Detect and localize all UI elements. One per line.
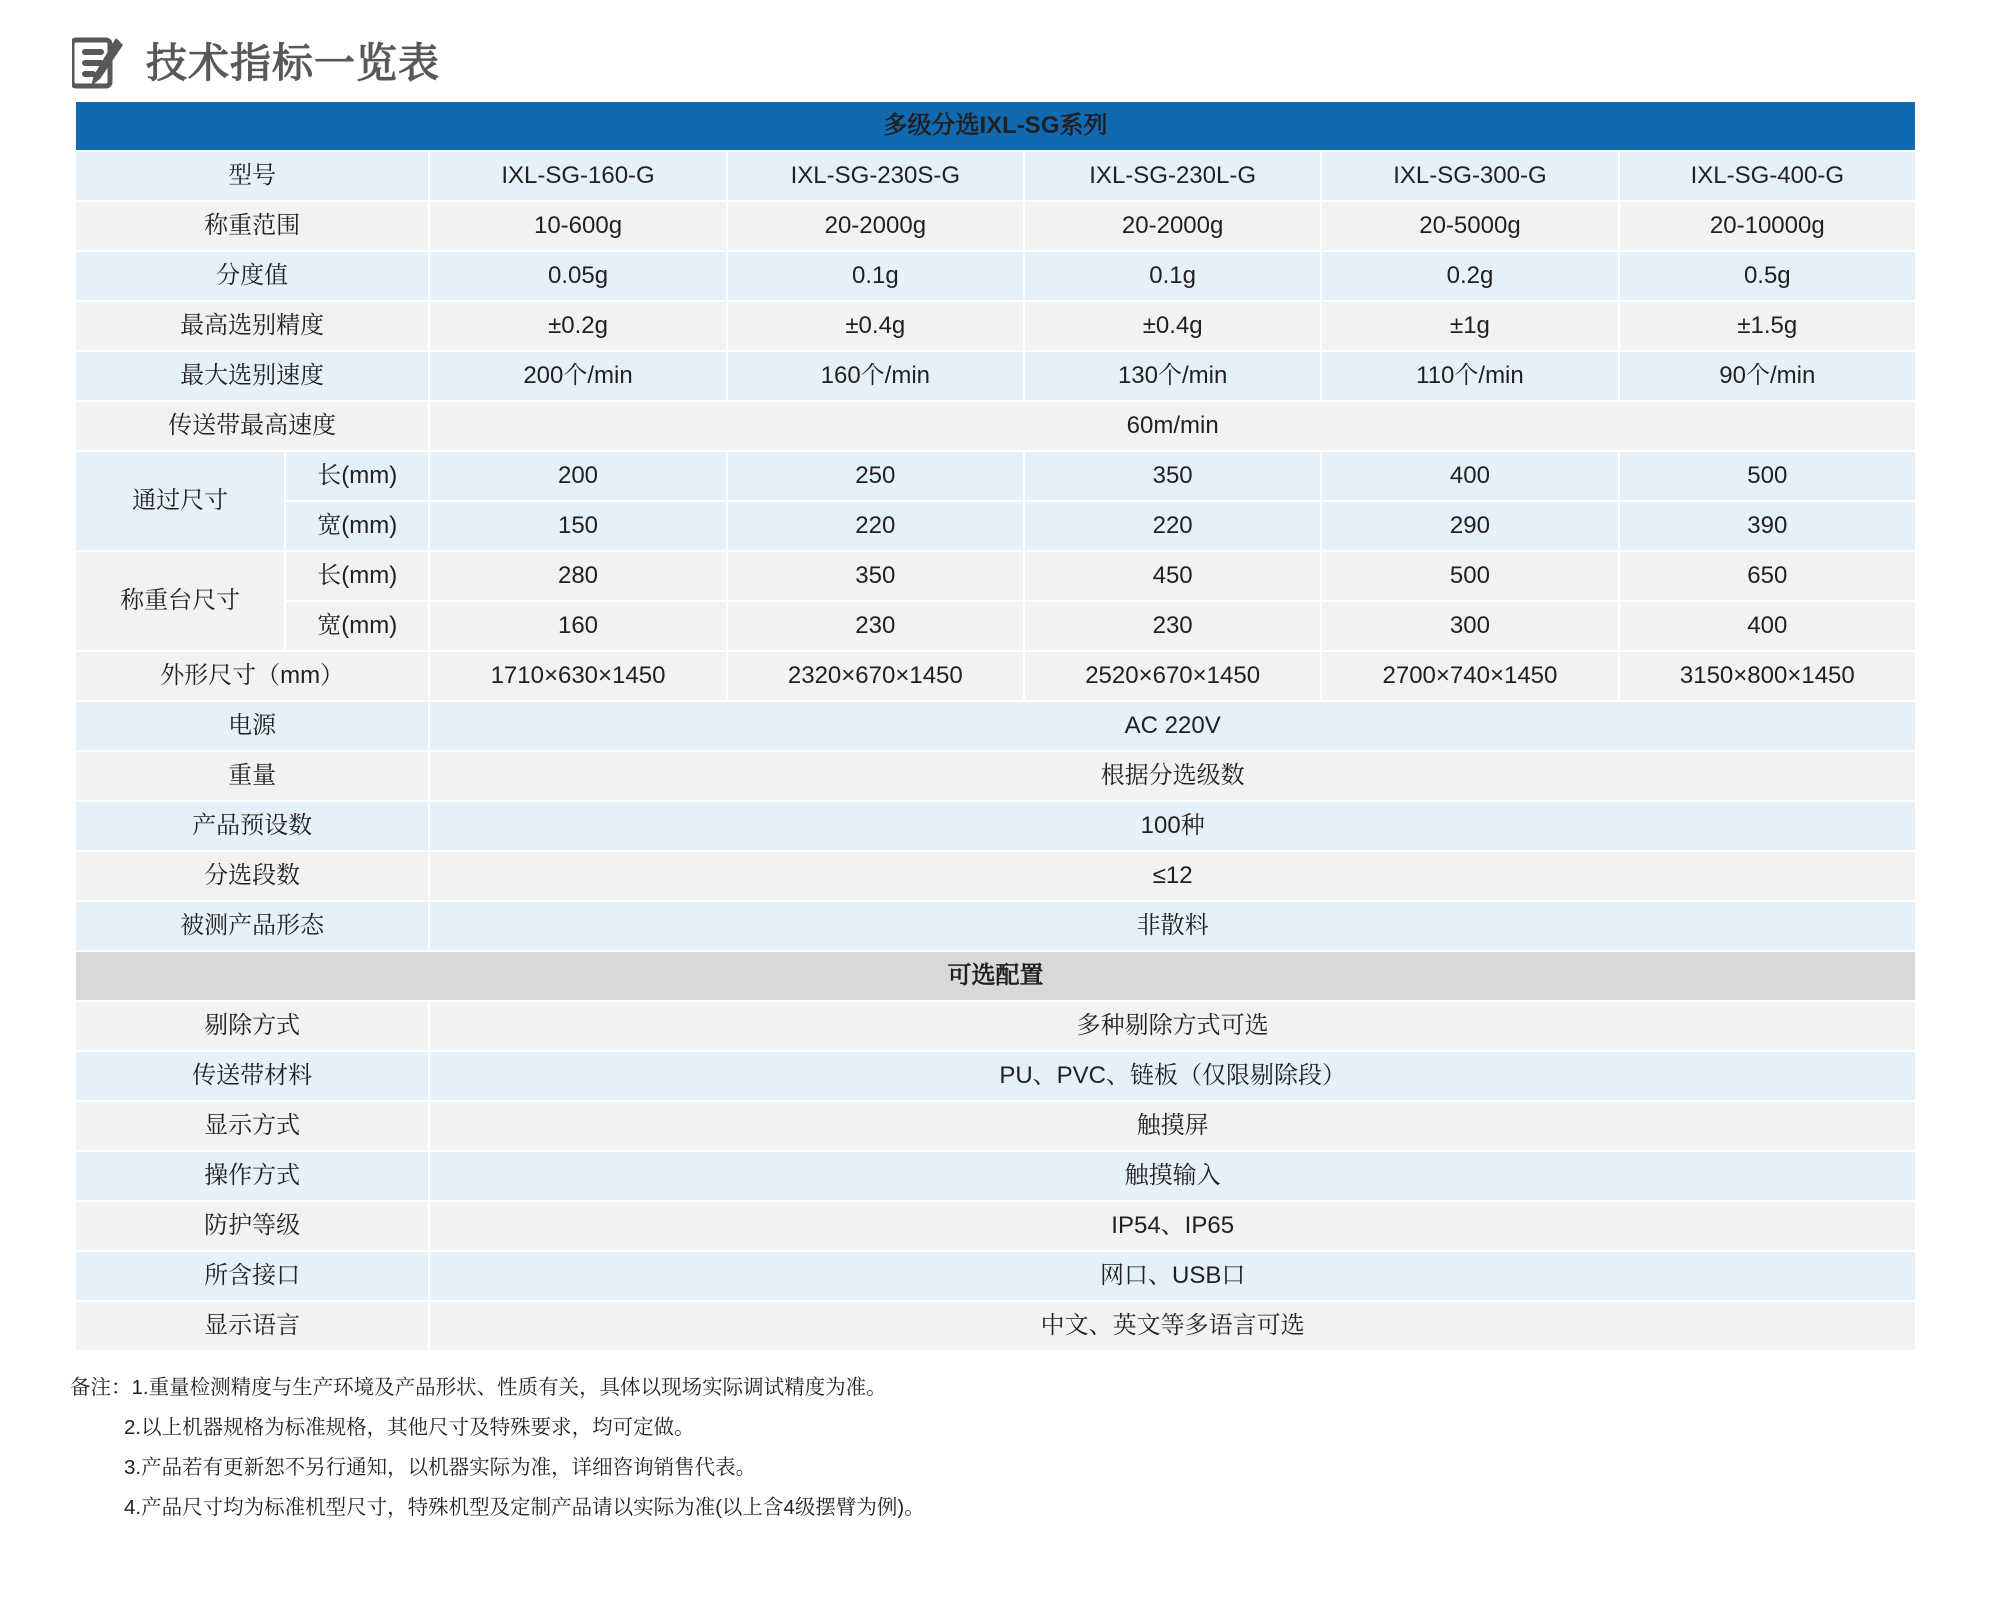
table-row-product-form xyxy=(76,902,1915,950)
table-row-outer-size xyxy=(76,652,1915,700)
cell-division-4: 0.5g xyxy=(1620,252,1915,300)
cell-accuracy-2: ±0.4g xyxy=(1025,302,1320,350)
cell-power: AC 220V xyxy=(430,702,1915,750)
cell-platform-length-4: 650 xyxy=(1620,552,1915,600)
table-row-speed xyxy=(76,352,1915,400)
cell-platform-width-3: 300 xyxy=(1322,602,1617,650)
cell-platform-width-1: 230 xyxy=(728,602,1023,650)
cell-platform-width-4: 400 xyxy=(1620,602,1915,650)
table-row-operation-method xyxy=(76,1152,1915,1200)
table-row-weight xyxy=(76,752,1915,800)
cell-belt-material: PU、PVC、链板（仅限剔除段） xyxy=(430,1052,1915,1100)
row-label-reject-method: 剔除方式 xyxy=(76,1002,428,1050)
cell-pass-width-1: 220 xyxy=(728,502,1023,550)
cell-pass-length-2: 350 xyxy=(1025,452,1320,500)
cell-operation-method: 触摸输入 xyxy=(430,1152,1915,1200)
table-row-grade-count xyxy=(76,852,1915,900)
table-row-division xyxy=(76,252,1915,300)
row-label-belt-speed: 传送带最高速度 xyxy=(76,402,428,450)
cell-pass-length-1: 250 xyxy=(728,452,1023,500)
cell-model-2: IXL-SG-230L-G xyxy=(1025,152,1320,200)
row-label-division: 分度值 xyxy=(76,252,428,300)
cell-display-method: 触摸屏 xyxy=(430,1102,1915,1150)
cell-speed-4: 90个/min xyxy=(1620,352,1915,400)
section-header-optional: 可选配置 xyxy=(76,952,1915,1000)
row-label-product-form: 被测产品形态 xyxy=(76,902,428,950)
table-header: 多级分选IXL-SG系列 xyxy=(76,102,1915,150)
row-label-power: 电源 xyxy=(76,702,428,750)
spec-table xyxy=(74,100,1917,1352)
footer-notes xyxy=(0,1352,1989,1528)
cell-weigh-range-0: 10-600g xyxy=(430,202,725,250)
table-title-row xyxy=(76,102,1915,150)
cell-outer-size-3: 2700×740×1450 xyxy=(1322,652,1617,700)
row-label-outer-size: 外形尺寸（mm） xyxy=(76,652,428,700)
row-label-operation-method: 操作方式 xyxy=(76,1152,428,1200)
table-row-pass-width xyxy=(76,502,1915,550)
cell-belt-speed: 60m/min xyxy=(430,402,1915,450)
row-label-preset-count: 产品预设数 xyxy=(76,802,428,850)
table-row-reject-method xyxy=(76,1002,1915,1050)
table-row-platform-width xyxy=(76,602,1915,650)
table-row-display-method xyxy=(76,1102,1915,1150)
cell-pass-length-0: 200 xyxy=(430,452,725,500)
note-4: 4.产品尺寸均为标准机型尺寸，特殊机型及定制产品请以实际为准(以上含4级摆臂为例)。 xyxy=(124,1495,925,1519)
cell-weigh-range-3: 20-5000g xyxy=(1322,202,1617,250)
row-label-interfaces: 所含接口 xyxy=(76,1252,428,1300)
table-row-accuracy xyxy=(76,302,1915,350)
cell-platform-width-2: 230 xyxy=(1025,602,1320,650)
cell-pass-width-3: 290 xyxy=(1322,502,1617,550)
spec-table-wrap xyxy=(0,100,1989,1352)
cell-interfaces: 网口、USB口 xyxy=(430,1252,1915,1300)
cell-platform-length-3: 500 xyxy=(1322,552,1617,600)
row-label-display-language: 显示语言 xyxy=(76,1302,428,1350)
cell-model-0: IXL-SG-160-G xyxy=(430,152,725,200)
document-pencil-icon xyxy=(72,36,124,90)
row-label-pass-size: 通过尺寸 xyxy=(76,452,284,550)
cell-pass-width-2: 220 xyxy=(1025,502,1320,550)
row-label-weight: 重量 xyxy=(76,752,428,800)
cell-display-language: 中文、英文等多语言可选 xyxy=(430,1302,1915,1350)
row-label-grade-count: 分选段数 xyxy=(76,852,428,900)
cell-outer-size-1: 2320×670×1450 xyxy=(728,652,1023,700)
note-2: 2.以上机器规格为标准规格，其他尺寸及特殊要求，均可定做。 xyxy=(124,1415,695,1439)
table-row-protection-level xyxy=(76,1202,1915,1250)
row-label-model: 型号 xyxy=(76,152,428,200)
note-1: 备注：1.重量检测精度与生产环境及产品形状、性质有关，具体以现场实际调试精度为准。 xyxy=(70,1376,887,1399)
cell-weigh-range-4: 20-10000g xyxy=(1620,202,1915,250)
row-label-weigh-range: 称重范围 xyxy=(76,202,428,250)
sub-label-platform-width: 宽(mm) xyxy=(286,602,428,650)
cell-speed-3: 110个/min xyxy=(1322,352,1617,400)
cell-speed-2: 130个/min xyxy=(1025,352,1320,400)
note-3: 3.产品若有更新恕不另行通知，以机器实际为准，详细咨询销售代表。 xyxy=(124,1455,757,1479)
table-row-weigh-range xyxy=(76,202,1915,250)
cell-division-2: 0.1g xyxy=(1025,252,1320,300)
cell-pass-width-4: 390 xyxy=(1620,502,1915,550)
cell-accuracy-3: ±1g xyxy=(1322,302,1617,350)
cell-weigh-range-2: 20-2000g xyxy=(1025,202,1320,250)
table-section-optional xyxy=(76,952,1915,1000)
cell-pass-width-0: 150 xyxy=(430,502,725,550)
row-label-display-method: 显示方式 xyxy=(76,1102,428,1150)
table-row-interfaces xyxy=(76,1252,1915,1300)
cell-reject-method: 多种剔除方式可选 xyxy=(430,1002,1915,1050)
row-label-belt-material: 传送带材料 xyxy=(76,1052,428,1100)
cell-division-0: 0.05g xyxy=(430,252,725,300)
table-row-power xyxy=(76,702,1915,750)
cell-accuracy-1: ±0.4g xyxy=(728,302,1023,350)
page-title: 技术指标一览表 xyxy=(146,39,440,86)
cell-pass-length-4: 500 xyxy=(1620,452,1915,500)
cell-platform-length-1: 350 xyxy=(728,552,1023,600)
table-row-belt-speed xyxy=(76,402,1915,450)
cell-weigh-range-1: 20-2000g xyxy=(728,202,1023,250)
sub-label-pass-width: 宽(mm) xyxy=(286,502,428,550)
cell-speed-0: 200个/min xyxy=(430,352,725,400)
cell-outer-size-2: 2520×670×1450 xyxy=(1025,652,1320,700)
table-row-belt-material xyxy=(76,1052,1915,1100)
cell-division-3: 0.2g xyxy=(1322,252,1617,300)
table-row-pass-length xyxy=(76,452,1915,500)
cell-speed-1: 160个/min xyxy=(728,352,1023,400)
cell-model-1: IXL-SG-230S-G xyxy=(728,152,1023,200)
row-label-accuracy: 最高选别精度 xyxy=(76,302,428,350)
cell-platform-length-2: 450 xyxy=(1025,552,1320,600)
sub-label-pass-length: 长(mm) xyxy=(286,452,428,500)
cell-outer-size-0: 1710×630×1450 xyxy=(430,652,725,700)
cell-accuracy-4: ±1.5g xyxy=(1620,302,1915,350)
cell-grade-count: ≤12 xyxy=(430,852,1915,900)
row-label-protection-level: 防护等级 xyxy=(76,1202,428,1250)
cell-division-1: 0.1g xyxy=(728,252,1023,300)
sub-label-platform-length: 长(mm) xyxy=(286,552,428,600)
cell-product-form: 非散料 xyxy=(430,902,1915,950)
cell-accuracy-0: ±0.2g xyxy=(430,302,725,350)
cell-model-4: IXL-SG-400-G xyxy=(1620,152,1915,200)
cell-outer-size-4: 3150×800×1450 xyxy=(1620,652,1915,700)
cell-protection-level: IP54、IP65 xyxy=(430,1202,1915,1250)
table-row-platform-length xyxy=(76,552,1915,600)
table-row-preset-count xyxy=(76,802,1915,850)
table-row-model xyxy=(76,152,1915,200)
page-title-row xyxy=(0,0,1989,86)
cell-model-3: IXL-SG-300-G xyxy=(1322,152,1617,200)
cell-platform-width-0: 160 xyxy=(430,602,725,650)
table-row-display-language xyxy=(76,1302,1915,1350)
cell-platform-length-0: 280 xyxy=(430,552,725,600)
cell-preset-count: 100种 xyxy=(430,802,1915,850)
row-label-platform-size: 称重台尺寸 xyxy=(76,552,284,650)
row-label-speed: 最大选别速度 xyxy=(76,352,428,400)
cell-pass-length-3: 400 xyxy=(1322,452,1617,500)
cell-weight: 根据分选级数 xyxy=(430,752,1915,800)
